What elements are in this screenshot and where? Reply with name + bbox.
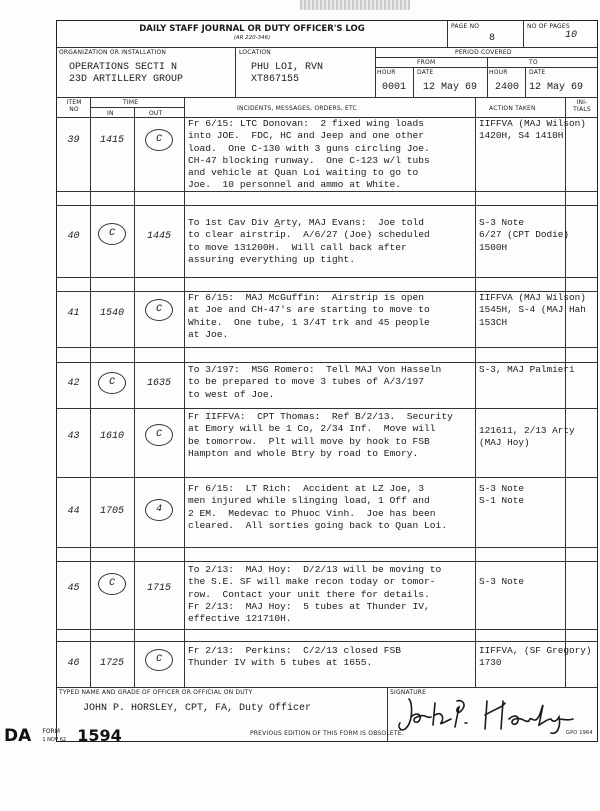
entry-time-out: 1445 (146, 231, 171, 242)
signature-image (391, 689, 591, 739)
no-of-pages-value: 10 (565, 30, 578, 41)
entry-text: To 1st Cav Div A̲rty, MAJ Evans: Joe told to clear airstrip. A/6/27 (Joe) scheduled to move 131200H. Will call back after assuring everything up tight. (188, 217, 430, 265)
page-no-value: 8 (489, 33, 496, 44)
entry-action: S-3 Note (479, 576, 525, 588)
entry-text: Fr 6/15: LTC Donovan: 2 fixed wing loads into JOE. FDC, HC and Jeep and one other load. One C-130 with 3 guns circling Joe. CH-47 blocking runway. One C-123 w/l tubs and vehicle at Quan Loi waiting to go to Joe. 10 personnel and ammo at White. (188, 118, 430, 191)
col-in: IN (107, 110, 114, 117)
printer-code: GPO 1964 (566, 730, 593, 736)
entry-item-no: 41 (67, 308, 80, 319)
entry-time-out-circled: 4 (145, 499, 173, 521)
form-regulation: (AR 220-346) (233, 35, 271, 41)
entry-time-out-circled: C (145, 299, 173, 321)
form-title: DAILY STAFF JOURNAL OR DUTY OFFICER'S LOG (139, 24, 365, 34)
entry-time-in-circled: C (98, 573, 126, 595)
entry-time-out-circled: C (145, 424, 173, 446)
form-word: FORM (42, 728, 60, 735)
entry-time-in: 1540 (99, 308, 124, 319)
col-item-no: ITEM NO (66, 99, 82, 113)
entry-time-in: 1705 (99, 506, 124, 517)
entry-text: To 3/197: MSG Romero: Tell MAJ Von Hasseln to be prepared to move 3 tubes of A/3/197 to west of Joe. (188, 364, 442, 400)
entry-text: Fr 6/15: MAJ McGuffin: Airstrip is open at Joe and CH-47's are starting to move to White. One tube, 1 3/4T trk and 45 people at Joe. (188, 292, 430, 340)
entry-text: Fr 6/15: LT Rich: Accident at LZ Joe, 3 men injured while slinging load, 1 Off and 2 EM. Medevac to Phuoc Vinh. Joe has been cleared. All sorties going back to Quan Loi. (188, 483, 448, 531)
entry-time-out-circled: C (145, 649, 173, 671)
to-date-value: 12 May 69 (529, 82, 584, 93)
entry-item-no: 40 (67, 231, 80, 242)
entry-action: S-3 Note S-1 Note (479, 483, 525, 507)
entry-action: S-3 Note 6/27 (CPT Dodie) 1500H (479, 217, 570, 253)
location-line-2: XT867155 (251, 74, 300, 85)
entry-time-out: 1635 (146, 378, 171, 389)
form-date: 1 NOV 62 (42, 737, 67, 743)
form-prefix: DA (4, 726, 32, 746)
from-hour-value: 0001 (382, 82, 407, 93)
entry-time-in: 1415 (99, 135, 124, 146)
entry-action: 121611, 2/13 Arty (MAJ Hoy) (479, 425, 575, 449)
form-identifier (4, 726, 122, 746)
to-date-label: DATE (529, 69, 546, 76)
typed-name-label: TYPED NAME AND GRADE OF OFFICER OR OFFICIAL ON DUTY (59, 689, 253, 696)
entry-action: IIFFVA, (SF Gregory) 1730 (479, 645, 592, 669)
entry-item-no: 39 (67, 135, 80, 146)
organization-line-1: OPERATIONS SECTI N (69, 62, 178, 73)
entry-text: To 2/13: MAJ Hoy: D/2/13 will be moving to the S.E. SF will make recon today or tomor- row. Contact your unit there for details. Fr 2/13: MAJ Hoy: 5 tubes at Thunder IV, effective 121710H. (188, 564, 442, 625)
col-out: OUT (149, 110, 163, 117)
entry-time-in: 1725 (99, 658, 124, 669)
entry-action: S-3, MAJ Palmieri (479, 364, 575, 375)
period-to-label: TO (529, 59, 538, 66)
entry-time-in-circled: C (98, 372, 126, 394)
entry-item-no: 43 (67, 431, 80, 442)
entry-text: Fr IIFFVA: CPT Thomas: Ref B/2/13. Security at Emory will be 1 Co, 2/34 Inf. Move will be tomorrow. Plt will move by hook to FSB Hampton and whole Btry by road to Emory. (188, 411, 453, 459)
entry-text: Fr 2/13: Perkins: C/2/13 closed FSB Thunder IV with 5 tubes at 1655. (188, 645, 402, 669)
entry-item-no: 45 (67, 583, 80, 594)
from-date-value: 12 May 69 (423, 82, 478, 93)
form-number: 1594 (77, 726, 122, 745)
entry-item-no: 44 (67, 506, 80, 517)
no-of-pages-label: NO OF PAGES (527, 23, 570, 30)
entry-item-no: 46 (67, 658, 80, 669)
col-incidents: INCIDENTS, MESSAGES, ORDERS, ETC (237, 105, 357, 112)
period-from-label: FROM (417, 59, 436, 66)
entry-action: IIFFVA (MAJ Wilson) 1420H, S4 1410H (479, 118, 586, 142)
to-hour-value: 2400 (495, 82, 520, 93)
typed-name-value: JOHN P. HORSLEY, CPT, FA, Duty Officer (83, 703, 312, 714)
entry-time-in: 1610 (99, 431, 124, 442)
signature-label: SIGNATURE (390, 689, 427, 696)
from-date-label: DATE (417, 69, 434, 76)
entry-time-in-circled: C (98, 223, 126, 245)
scan-artifact (300, 0, 410, 10)
col-time: TIME (123, 99, 139, 106)
col-action-taken: ACTION TAKEN (489, 105, 536, 112)
entry-item-no: 42 (67, 378, 80, 389)
entry-time-out-circled: C (145, 129, 173, 151)
to-hour-label: HOUR (489, 69, 508, 76)
organization-line-2: 23D ARTILLERY GROUP (69, 74, 184, 85)
period-covered-label: PERIOD COVERED (455, 49, 512, 56)
organization-label: ORGANIZATION OR INSTALLATION (59, 49, 167, 56)
location-label: LOCATION (239, 49, 271, 56)
previous-edition-note: PREVIOUS EDITION OF THIS FORM IS OBSOLETE. (250, 730, 404, 737)
location-line-1: PHU LOI, RVN (251, 62, 324, 73)
from-hour-label: HOUR (377, 69, 396, 76)
journal-form (56, 20, 598, 742)
col-initials: INI- TIALS (573, 99, 591, 113)
page-no-label: PAGE NO (451, 23, 480, 30)
entry-time-out: 1715 (146, 583, 171, 594)
entry-action: IIFFVA (MAJ Wilson) 1545H, S-4 (MAJ Hah 153CH (479, 292, 586, 328)
